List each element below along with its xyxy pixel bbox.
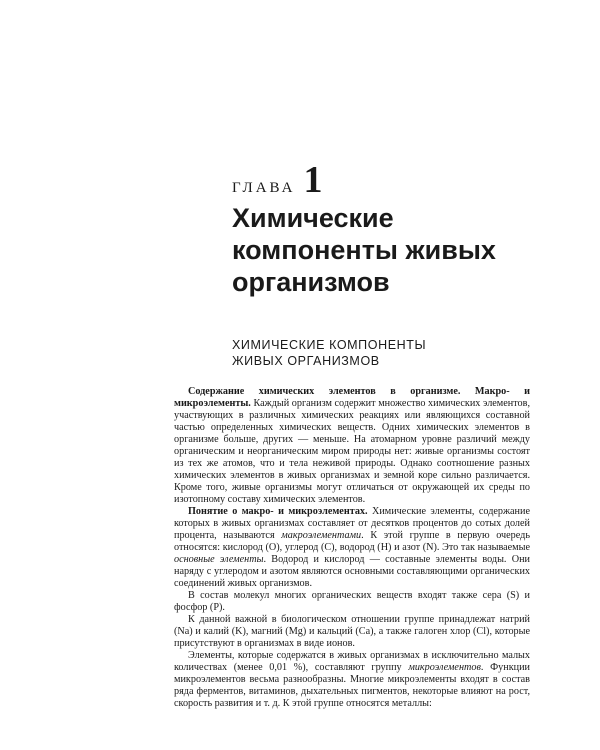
paragraph-text: Химические элементы, содержание которых в живых организмах составляет от десятков процентов до сотых долей процента, называются [174,506,530,541]
paragraph [174,386,530,506]
paragraph-text: . Водород и кислород — составные элементы воды. Они наряду с углеродом и азотом являются основными составляющими органических соединений живых организмов. [174,554,530,589]
chapter-label: ГЛАВА [232,180,296,196]
chapter-title-line: организмов [232,267,390,297]
chapter-title [232,202,562,298]
paragraph [174,650,530,710]
section-title-line: ХИМИЧЕСКИЕ КОМПОНЕНТЫ [232,338,427,352]
paragraph-text: . К этой группе в первую очередь относятся: кислород (O), углерод (C), водород (H) и азот (N). Это так называемые [174,530,530,553]
paragraph-text: К данной важной в биологическом отношении группе принадлежат натрий (Na) и калий (K), магний (Mg) и кальций (Ca), а также галоген хлор (Cl), которые присутствуют в организмах в виде ионов. [174,614,530,649]
paragraph-lead: Понятие о макро- и микроэлементах. [188,506,368,517]
term-emphasis: макроэлементами [281,530,362,541]
paragraph-text: Элементы, которые содержатся в живых организмах в исключительно малых количествах (менее 0,01 %), составляют группу [174,650,530,673]
section-title [232,338,426,369]
paragraph-lead: Содержание химических элементов в организме. Макро- и микроэлементы. [174,386,530,409]
paragraph [174,506,530,590]
paragraph-text: Каждый организм содержит множество химических элементов, участвующих в различных химических реакциях или являющихся составной частью определенных химических веществ. Одних химических элементов в организме больше, других — меньше. На атомарном уровне различий между органическим и неорганическим миром природы нет: живые организмы состоят из тех же атомов, что и тела неживой природы. Однако соотношение разных химических элементов в живых организмах и земной коре сильно различается. Кроме того, живые организмы могут отличаться от окружающей их среды по изотопному составу химических элементов. [174,398,530,505]
term-emphasis: микроэлементов [408,662,481,673]
body-text [174,386,530,710]
paragraph-text: . Функции микроэлементов весьма разнообразны. Многие микроэлементы входят в состав ряда ферментов, витаминов, дыхательных пигментов, некоторые влияют на рост, скорость развития и т. д. К этой группе относятся металлы: [174,662,531,709]
paragraph [174,614,530,650]
chapter-title-line: компоненты живых [232,235,496,265]
chapter-title-line: Химические [232,203,394,233]
paragraph-text: В состав молекул многих органических веществ входят также сера (S) и фосфор (P). [174,590,530,613]
chapter-heading [232,158,322,202]
term-emphasis: основные элементы [174,554,264,565]
chapter-number: 1 [303,159,323,201]
paragraph [174,590,530,614]
section-title-line: ЖИВЫХ ОРГАНИЗМОВ [232,353,380,368]
